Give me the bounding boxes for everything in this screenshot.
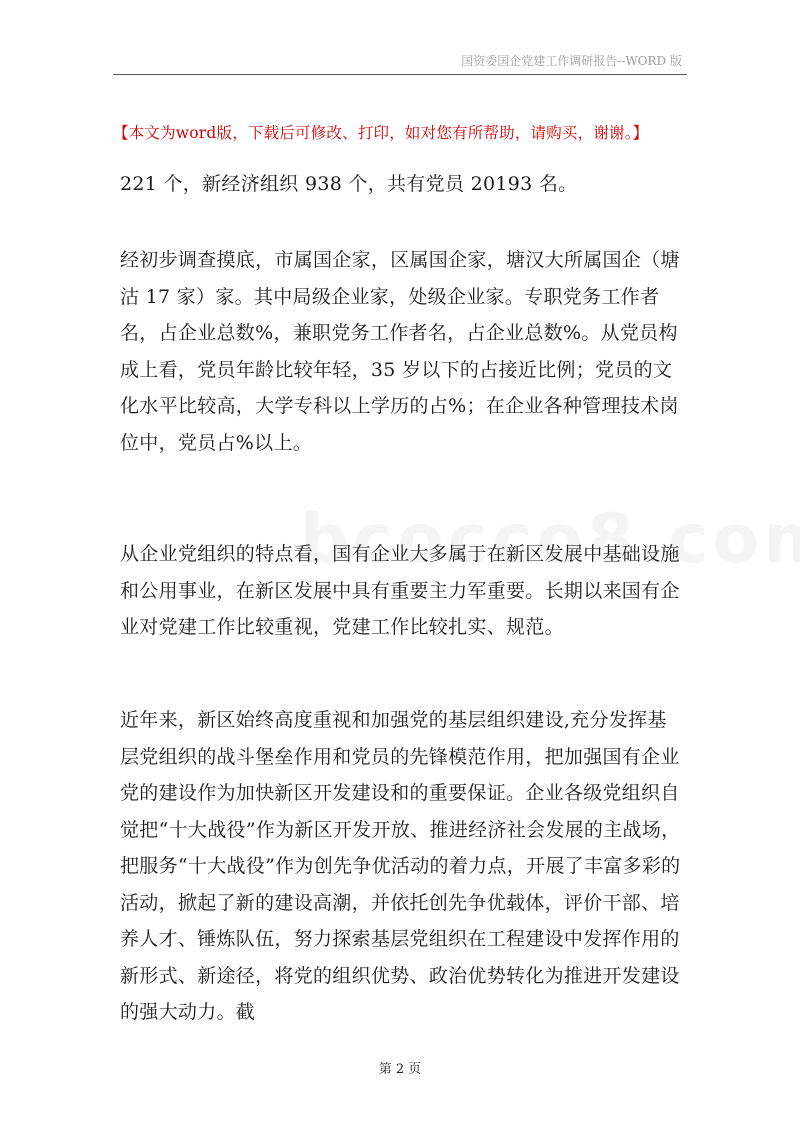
document-header-title: 国资委国企党建工作调研报告--WORD 版 <box>461 54 682 68</box>
page-number: 第 2 页 <box>378 1062 422 1077</box>
paragraph-text: 近年来，新区始终高度重视和加强党的基层组织建设,充分发挥基层党组织的战斗堡垒作用和党员的先锋模范作用，把加强国有企业党的建设作为加快新区开发建设和的重要保证。企业各级党组织自觉把“十大战役”作为新区开发开放、推进经济社会发展的主战场，把服务“十大战役”作为创先争优活动的着力点，开展了丰富多彩的活动，掀起了新的建设高潮，并依托创先争优载体，评价干部、培养人才、锤炼队伍，努力探索基层党组织在工程建设中发挥作用的新形式、新途径，将党的组织优势、政治优势转化为推进开发建设的强大动力。截 <box>120 709 681 1023</box>
purchase-notice: 【本文为word版，下载后可修改、打印，如对您有所帮助，请购买，谢谢。】 <box>113 124 649 142</box>
header-divider <box>113 74 687 75</box>
body-paragraph-4 <box>120 702 685 1031</box>
body-paragraph-3 <box>120 536 685 646</box>
paragraph-text: 221 个，新经济组织 938 个，共有党员 20193 名。 <box>120 173 578 195</box>
body-paragraph-1 <box>120 166 685 203</box>
body-paragraph-2 <box>120 242 685 461</box>
paragraph-text: 从企业党组织的特点看，国有企业大多属于在新区发展中基础设施和公用事业，在新区发展中具有重要主力军重要。长期以来国有企业对党建工作比较重视，党建工作比较扎实、规范。 <box>120 543 680 638</box>
paragraph-text: 经初步调查摸底，市属国企家，区属国企家，塘汉大所属国企（塘沽 17 家）家。其中局级企业家，处级企业家。专职党务工作者名，占企业总数%，兼职党务工作者名，占企业总数%。从党员构成上看，党员年龄比较年轻，35 岁以下的占接近比例；党员的文化水平比较高，大学专科以上学历的占%；在企业各种管理技术岗位中，党员占%以上。 <box>120 249 680 454</box>
